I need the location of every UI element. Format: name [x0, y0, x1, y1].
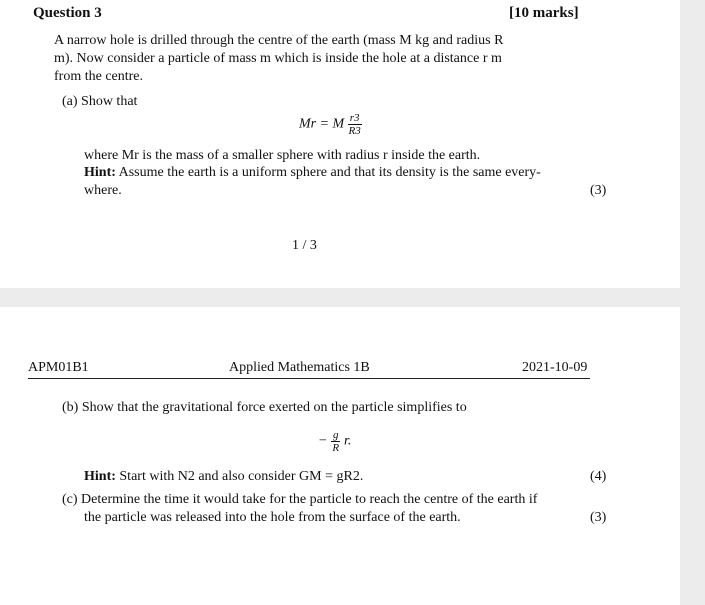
hint-a-line-1: [84, 164, 541, 181]
part-a-marks: (3): [590, 183, 607, 198]
document-page-2: [0, 307, 680, 605]
header-title: Applied Mathematics 1B: [229, 360, 370, 375]
part-b-line: (b) Show that the gravitational force exerted on the particle simplifies to: [62, 400, 467, 415]
hint-a-text: Assume the earth is a uniform sphere and that its density is the same every-: [118, 165, 541, 180]
part-c-marks: (3): [590, 510, 607, 525]
formula-b-sign: −: [318, 433, 328, 449]
part-b-marks: (4): [590, 469, 607, 484]
formula-b-fraction: [331, 429, 341, 454]
document-page-1: [0, 0, 680, 288]
scrollbar-track[interactable]: [680, 0, 705, 605]
header-code: APM01B1: [28, 360, 89, 375]
formula-b-tail: r.: [343, 433, 352, 449]
intro-line-1: A narrow hole is drilled through the centre of the earth (mass M kg and radius R: [54, 33, 504, 48]
hint-b-label: Hint:: [84, 469, 116, 484]
intro-line-3: from the centre.: [54, 69, 144, 84]
part-c-line-1: (c) Determine the time it would take for the particle to reach the centre of the earth if: [62, 492, 538, 507]
hint-a-label: Hint:: [84, 165, 116, 180]
formula-b: [318, 429, 351, 454]
formula-a-numerator: r3: [349, 112, 360, 124]
part-a-description: where Mr is the mass of a smaller sphere with radius r inside the earth.: [84, 148, 481, 163]
formula-b-denominator: R: [332, 442, 340, 454]
header-rule: [28, 378, 590, 379]
intro-line-2: m). Now consider a particle of mass m which is inside the hole at a distance r m: [54, 51, 502, 66]
hint-a-line-2: where.: [84, 183, 122, 198]
formula-a-denominator: R3: [348, 125, 361, 137]
part-a-label: (a) Show that: [62, 94, 138, 109]
formula-a: [299, 112, 362, 137]
hint-b-text: Start with N2 and also consider GM = gR2.: [119, 469, 364, 484]
page-number: 1 / 3: [292, 238, 317, 253]
hint-b: [84, 468, 363, 485]
formula-a-fraction: [348, 112, 362, 137]
question-title: Question 3: [33, 5, 102, 21]
formula-b-numerator: g: [332, 429, 339, 441]
part-c-line-2: the particle was released into the hole from the surface of the earth.: [84, 510, 461, 525]
header-date: 2021-10-09: [522, 360, 588, 375]
question-marks: [10 marks]: [509, 5, 579, 21]
formula-a-lhs: Mr = M: [299, 116, 345, 132]
